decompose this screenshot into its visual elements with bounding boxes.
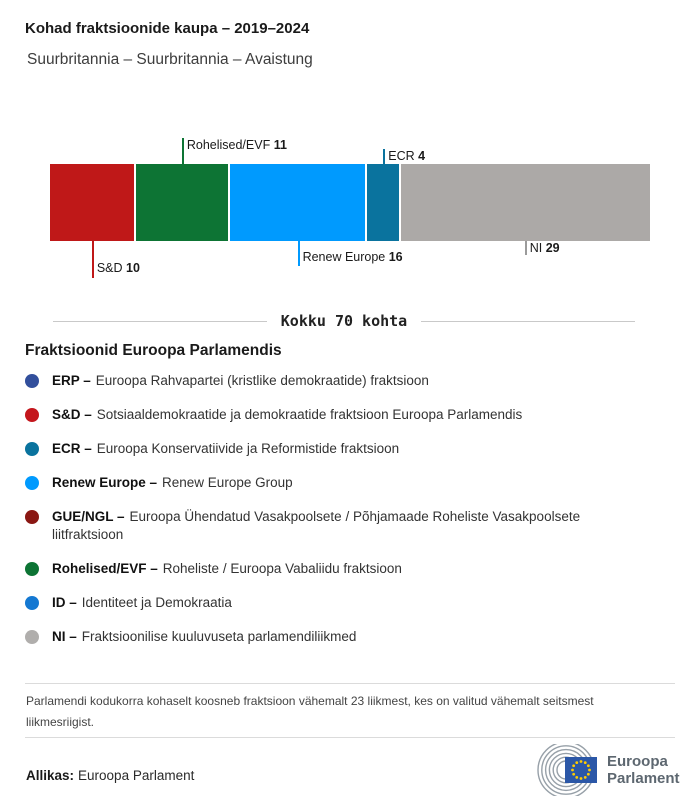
footnote-divider-top	[25, 683, 675, 684]
legend-heading: Fraktsioonid Euroopa Parlamendis	[25, 342, 282, 359]
footnote-divider-bottom	[25, 737, 675, 738]
legend-item-sd	[25, 406, 675, 424]
legend-label: Rohelised/EVF –	[52, 561, 158, 576]
callout-label-ni: NI 29	[529, 241, 560, 255]
legend-text	[52, 474, 293, 492]
source-line	[26, 768, 194, 783]
seats-chart	[50, 138, 650, 278]
callout-tick-ecr	[383, 149, 385, 164]
legend-dot	[25, 476, 39, 490]
callout-label-rohelised-evf: Rohelised/EVF 11	[186, 138, 287, 152]
ep-logo-line1: Euroopa	[607, 753, 668, 770]
callout-tick-rohelised-evf	[182, 138, 184, 164]
legend-dot	[25, 510, 39, 524]
callout-tick-renew-europe	[298, 241, 300, 266]
bar-segment-ni[interactable]	[401, 164, 650, 241]
legend-description: Sotsiaaldemokraatide ja demokraatide fraktsioon Euroopa Parlamendis	[96, 407, 523, 422]
ep-logo	[530, 744, 680, 796]
stacked-bar	[50, 164, 650, 241]
bar-segment-rohelised-evf[interactable]	[136, 164, 230, 241]
legend-description: Euroopa Rahvapartei (kristlike demokraatide) fraktsioon	[95, 373, 429, 388]
page-title: Kohad fraktsioonide kaupa – 2019–2024	[25, 20, 310, 37]
legend-dot	[25, 562, 39, 576]
legend-text	[52, 560, 402, 578]
callout-label-renew-europe: Renew Europe 16	[302, 250, 403, 264]
legend-list	[25, 372, 675, 646]
callout-tick-ni	[525, 241, 527, 255]
legend-description: Euroopa Konservatiivide ja Reformistide fraktsioon	[96, 441, 400, 456]
page-subtitle: Suurbritannia – Suurbritannia – Avaistung	[27, 51, 313, 68]
legend-description: Renew Europe Group	[162, 475, 293, 490]
legend-label: ERP –	[52, 373, 91, 388]
legend-text	[52, 372, 429, 390]
legend-item-id	[25, 594, 675, 612]
legend-item-erp	[25, 372, 675, 390]
legend-description: Identiteet ja Demokraatia	[81, 595, 232, 610]
legend-description: Fraktsioonilise kuuluvuseta parlamendiliikmed	[81, 629, 357, 644]
total-divider-left	[53, 321, 267, 322]
callout-label-ecr: ECR 4	[388, 149, 426, 163]
legend-item-ni	[25, 628, 675, 646]
legend-text	[52, 594, 232, 612]
ep-logo-text	[607, 753, 680, 787]
callout-tick-sd	[92, 241, 94, 278]
total-divider-right	[421, 321, 635, 322]
legend-description: Roheliste / Euroopa Vabaliidu fraktsioon	[162, 561, 402, 576]
callout-label-sd: S&D 10	[96, 261, 140, 275]
legend-text	[52, 406, 522, 424]
legend-text	[52, 508, 627, 544]
legend-label: ID –	[52, 595, 77, 610]
legend-item-rohelised-evf	[25, 560, 675, 578]
legend-dot	[25, 442, 39, 456]
legend-label: GUE/NGL –	[52, 509, 125, 524]
legend-label: NI –	[52, 629, 77, 644]
legend-dot	[25, 374, 39, 388]
legend-dot	[25, 408, 39, 422]
total-label: Kokku 70 kohta	[280, 312, 408, 330]
ep-logo-line2: Parlament	[607, 770, 680, 787]
footnote: Parlamendi kodukorra kohaselt koosneb fraktsioon vähemalt 23 liikmest, kes on valitud vähemalt seitsmest liikmesriigist.	[26, 694, 594, 729]
source-text: Euroopa Parlament	[78, 768, 195, 783]
legend-item-gue-ngl	[25, 508, 675, 544]
total-row	[53, 308, 635, 334]
bar-segment-sd[interactable]	[50, 164, 136, 241]
bar-segment-renew-europe[interactable]	[230, 164, 367, 241]
legend-label: S&D –	[52, 407, 92, 422]
source-label: Allikas:	[26, 768, 75, 783]
legend-description: Euroopa Ühendatud Vasakpoolsete / Põhjamaade Roheliste Vasakpoolsete liitfraktsioon	[52, 509, 581, 542]
legend-label: Renew Europe –	[52, 475, 158, 490]
legend-item-renew-europe	[25, 474, 675, 492]
legend-text	[52, 440, 399, 458]
bar-segment-ecr[interactable]	[367, 164, 401, 241]
legend-item-ecr	[25, 440, 675, 458]
ep-logo-mark	[530, 744, 598, 796]
legend-dot	[25, 630, 39, 644]
legend-dot	[25, 596, 39, 610]
legend-text	[52, 628, 356, 646]
legend-label: ECR –	[52, 441, 92, 456]
